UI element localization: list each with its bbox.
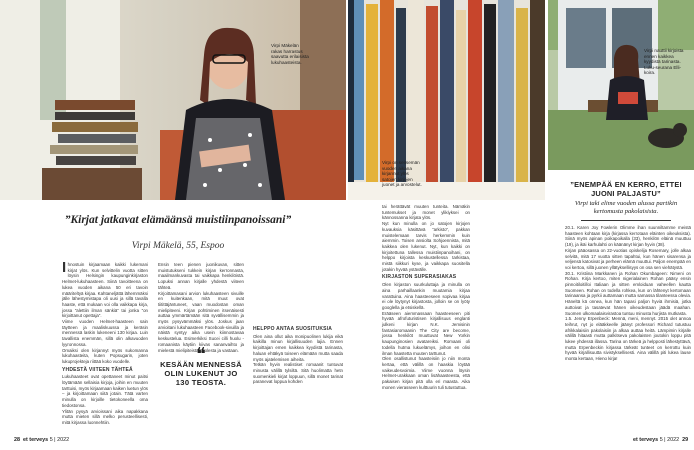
reader-portrait-image xyxy=(0,0,346,200)
article-column-4 xyxy=(382,204,470,432)
paragraph: Nyt kun minulla on jo satojen kirjojen kuvauksia käsittävä ”arkisto”, pakkan muistelemaan tarvis herkemmin kuin aiemmin. Toisen ansiolta Sohjoennista, mitä kaikkea olen lukenut. Nyt, kun kaikki on kirjoitettuna tallessa muistiinpanoihani, on helppo kirjoista keskustellessa tarkistaa, mistä siikkuri kyse, ja vaikkapa suositella jotakin hyvää ystävälle. xyxy=(382,221,470,272)
sidebar-quote-sub: Virpi taki elime vuoden alussa partikin kertomusta pakolaisista. xyxy=(574,200,678,215)
paragraph: Olen osallistunut haasteisiin jo niin monta kertaa, että välillä on haaskia löytää vaikeudesvoimia. Viime vuonna löysin Helmet-urakkaan oman lisähaasteesta, että pakaisen kirjan pitä olla eri maasta. Aika monen vierasseen kulttuurin tuli tutustuttua. xyxy=(382,356,470,390)
issue-number: 5 | 2022 xyxy=(49,437,70,443)
footer-left xyxy=(14,437,69,443)
paragraph: 20.1. Karen Joy Fowlerin Olimme ihan suunniltamme meistä haasteen kohtaan kirja (kirjassa kerrotaan eläinten oikeuksista). Siinä myös apinan poikapoikalla (33), henkilön eläinä muuttuu (19), ja ikäi karhulahti on käänänyt kirjan hyvin (38). xyxy=(565,225,691,248)
left-photo xyxy=(0,0,346,200)
paragraph: 30.1. Kristiina Markkanen ja Rohan Okumbageen: Nimeni on Rohan. Kirja kertoo, miten nigerialainen Rohan pääsy ensin pinnoitiloitilloi Italiaan ja sitten emloiduan vaheellen kautta Suomeen. Rohan on todella rohkea, kun on lähtenyt kertomaan tarinaansa ja pyrkii auttamaan mutta samassa tilanteessa olevia. Häneltä kä onnea, kun hän tapasi paljon hyviä ihmisiä, jotka auttoivat ja tasatevat hänen oikeudestaan jäädä maahan. Suomen ulkomaalaisvirastoa tuntuu minusta hurjista mutkasta. xyxy=(565,270,691,316)
article-column-3 xyxy=(253,324,343,432)
right-photo-caption-mid: Virpi on seitsemän vuoden aikana kirjannut ylös satojen kirjojen juonet ja arvostelut. xyxy=(382,160,422,188)
paragraph: Lukuhaasteet ovat opettaneet minut paitsi löytämään sellaisia kirjoja, joihin en muuten tarttuisi, myös kirjaamaan kaiken luetun ylös – ja kirjoittamaan siitä jotain. Tätä varten minulla on kirjoille tietokoneella oma tiedostonsa. xyxy=(62,374,148,408)
paragraph: Viime vuoden Helmet-haasteen sain täytteen ja maaliskuussa ja keräsin mennessä laskin lukeneeni 130 kirjaa. Luin tavallista enemmän, sillä olin alkavuoden lyyronnossa. xyxy=(62,319,148,347)
paragraph: hnostuin kirjaamaan kaikki lukemani kirjat ylös. Kun selvittelin vuotta sitten löysin Helsingin kaupunginkirjaston Helmet-lukuhaasteen. Siinä tavoitteena on lukea vuoden aikana 50 eri tavoin määriteltyä kirjaa. Kahtaneljättä lähemmäksi jälle lähestymistapa oli uusi ja sillä tavalla haaste, että mukaan voi olla vaikkapa kirja, jossa ”alettiin ilman sänkiä” tai jonka ”on kirjoittanut opettaja”. xyxy=(62,262,148,319)
paragraph: Olen kirjaston suurkuluttaja ja minulla on aina parhaillaankin muutamia kirjaa varattuina. Aina haasteeseen sopivaa kirjaa ei ole löytynyt kirjastosta, jolloin se on lyöty googlella ja etsiskellä. xyxy=(382,282,470,310)
garden-reading-image xyxy=(548,0,694,170)
subheading: KIRJASTON SUPERASIAKAS xyxy=(382,274,457,281)
page-number: 29 xyxy=(682,437,689,443)
pull-quote xyxy=(160,344,242,387)
article-column-1 xyxy=(62,259,148,426)
right-photo-caption-top: Virpi nauttii kirjoista ennen kaikkea kyydistä tarinasta. Luku-seurana Elli-koira. xyxy=(644,48,684,76)
subheading: YHDESTÄ VIITEEN TÄHTEÄ xyxy=(62,366,133,373)
footer-right xyxy=(633,437,688,443)
paragraph: Ensin teen pienen juonikuvan, sitten muistutukseni tukkein kirjan kerronnasta, maailmankuvasta tai vaikkapa henkilöistä. Lopuksi annan kirjalle yhdestä viiteen tähteä. xyxy=(158,262,244,290)
page-number: 28 xyxy=(14,437,20,443)
article-headline: ”Kirjat jatkavat elämäänsä muistiinpanoissani” xyxy=(64,214,292,226)
sidebar-column xyxy=(565,225,691,433)
drop-cap: I xyxy=(62,259,67,276)
brand-name: et terveys xyxy=(633,437,659,443)
paragraph: tai herättävät muuten tunteita. Nämäkin tuntemukset ja monet ylikiyksei on kännossanna kirjata ylös. xyxy=(382,204,470,221)
paragraph: Olen aina ollut aika monipuolinen lukija eikä kaikilla minun kirjallisuuden lajia. Ennen kirjoittajan emen kaikkea kyydistä tarinasta, haluan ehtäkyä toiseen elämään mutta saada myös ajatelemisen aiheita. xyxy=(253,333,343,362)
article-column-2 xyxy=(158,262,244,353)
article-byline: Virpi Mäkelä, 55, Espoo xyxy=(131,241,225,251)
paragraph: Kirjoittamasani arvion lukuhaasteen sivuille en kuitenkaan, mitä muut ovat tiitittäjäntuneet, vaan muodostan oman mielipiteeni. Kirjan pohtiminen itsenäisesti auttaa ymmärtämään sitä syvällisemmin ja myös pysyvämmäksi ylös. Joskus jaan arvioitani lukuhaasteen Facebook-sivuilla ja näistä syntyy aika usein kiinnostavaa keskustelua. Esimerkiksi Sucei cilli huolu -romaanista käytiin kiivas sananvaihto ja mielestä mielipiteistä puolesta ja vastaan. xyxy=(158,290,244,353)
quote-mark-icon: ❝ xyxy=(196,344,206,364)
issue-number: 5 | 2022 xyxy=(659,437,680,443)
subheading: HELPPO ANTAA SUOSITUKSIA xyxy=(253,326,333,332)
sidebar-quote-text: ”ENEMPÄÄ EN KERRO, ETTEI JUONI PALJASTU” xyxy=(570,180,682,198)
sidebar-quote xyxy=(563,180,689,221)
brand-name: et terveys xyxy=(23,437,49,443)
bookshelf-image xyxy=(348,0,545,200)
paragraph: Kirjan pääosassa on 22-vuotias opiskelija Rosemary, jolle alkaa selvitä, mitä 17 vuotta sitten tapahtui, kun hänen sisarensa ja veljensä katosivat ja perheen elämä muuttui. Paljon enempää en voi kertoa, sillä juonen yllätyksellisyys on osa sen viehätystä. xyxy=(565,247,691,270)
left-photo-caption: Virpi Mäkelän rakas harrastus saavutta erilaisista lukuhaasteista. xyxy=(271,43,309,65)
divider xyxy=(581,220,671,221)
paragraph: 1.5. Jenny Erpenbeck: Mennä, meni, mennyt. 2015 olet annoa teihrut, nyt jo elääkkeelle jäänyt professori Richard tutustuu afrikkalaisiin pakolaisiin ja alkaa auttaa heitä. Lämpimin kirjalle välillä hitaasti mutta palkitseva pakolaisten joutokin loppu pitä lukee yhdessä illassa. Tarina on tärkeä ja helpposti lähestyttävä, mutta Erpenbeckin kirjassa tärkeät tunteet on kerrottu kuin hyvää kirjallisuutta sivistyksellisesti. Aina välillä piti lukea lause monta kertaan, Hieno kirja! xyxy=(565,316,691,362)
right-photo-garden xyxy=(548,0,694,170)
pull-quote-text: KESÄÄN MENNESSÄ OLIN LUKENUT JO 130 TEOSTA. xyxy=(160,360,242,387)
paragraph: Omaiksi olen kirjannyt myös sukomanna lukuhaasteita, kuten Popsugarin, joten lukuprojekteja riittää koko vuodelle. xyxy=(62,347,148,364)
right-photo-bookshelf xyxy=(348,0,545,200)
paragraph: Erääseen aiemmassaan haasteeseen piti hyvää afrofuturistisen kirjallisuus englanti julkeni kirjan N.K. Jemisinin fantasiaromaanin The City are become, jossa henkilöt muuttuvat New Yorkin kaupunginosien avatareiksi. Romaani oli todella hutma lukuelämys, joihon en olisi ilman haastetta muuten tarttunut. xyxy=(382,310,470,356)
paragraph: Ylitän pysyä arvioissani aika napakkana mutta mieten sillä melko perusteellisesti, mitä kirjassa luonnehtiin. xyxy=(62,408,148,425)
paragraph: Tetkän hyvin realistiset romaanit tuntuvat minusta välillä tylsiltä. Sitä huolimatta hetn suomenkieli kirjat loppuun, sillä monet tarinat paranevat loppua kohden xyxy=(253,362,343,385)
